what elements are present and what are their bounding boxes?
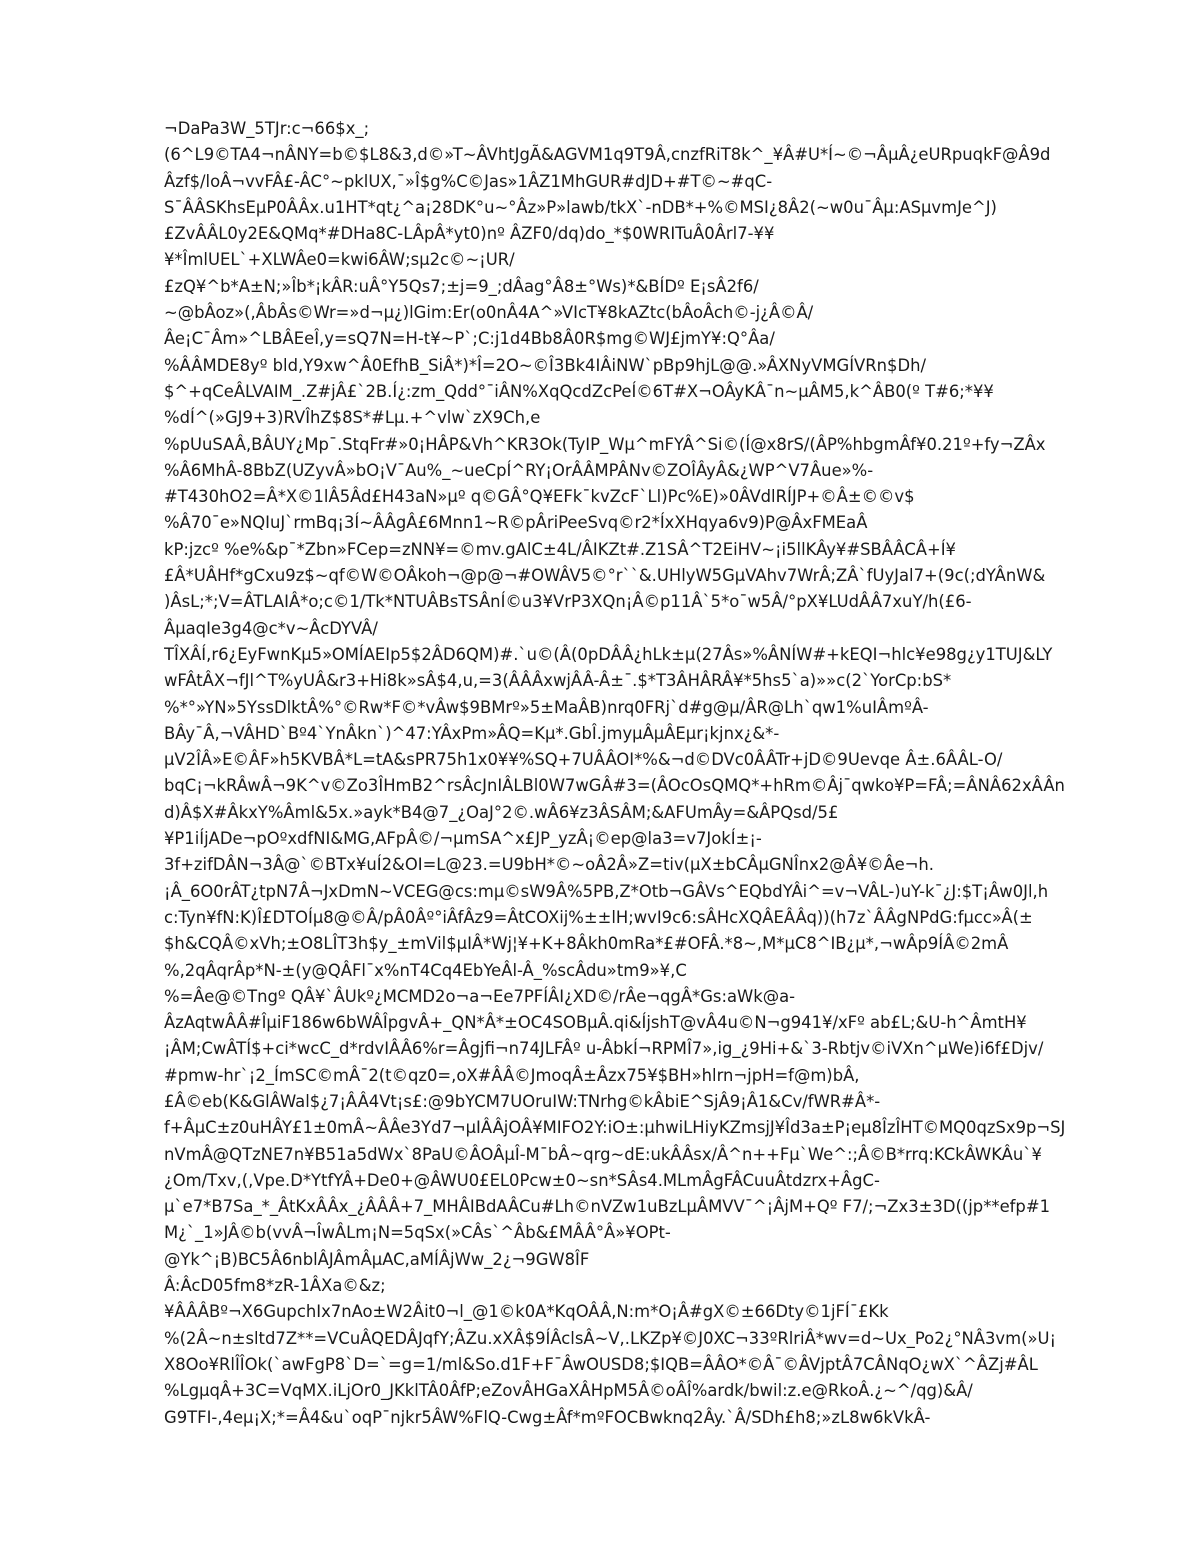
text-line: Âe¡C¯Âm»^LBÂEeÎ,y=sQ7N=H-t¥~P`;C:j1d4Bb8Â0R$mg©WJ£jmY¥:Q°Âa/ (164, 329, 775, 349)
text-line: ÂzAqtwÂÂ#ÎµiF186w6bWÂÎpgvÂ+_QN*Â*±OC4SOBµÂ.qi&ÍjshT@vÂ4u©N¬g941¥/xFº ab£L;&U-h^ÂmtH¥ (164, 1013, 1027, 1033)
text-line: Âzf$/loÂ¬vvFÂ£-ÂC°~pklUX,¯»Î$g%C©Jas»1ÂZ1MhGUR#dJD+#T©~#qC- (164, 171, 773, 191)
text-line: M¿`_1»JÂ©b(vvÂ¬ÎwÂLm¡N=5qSx(»CÂs`^Âb&£MÂÂ°Â»¥OPt- (164, 1223, 671, 1243)
text-line: X8Oo¥RlÎÎOk(`awFgP8`D=`=g=1/ml&So.d1F+F¯ÂwOUSD8;$IQB=ÂÂO*©Â¯©ÂVjptÂ7CÂNqO¿wX`^ÂZj#ÂL (164, 1354, 1038, 1374)
text-line: #T430hO2=Â*X©1lÂ5Âd£H43aN»µº q©GÂ°Q¥EFk¯kvZcF`Ll)Pc%E)»0ÂVdlRÍJP+©Â±©©v$ (164, 487, 915, 507)
text-line: (6^L9©TA4¬nÂNY=b©$L8&3,d©»T~ÂVhtJgÃ&AGVM1q9T9Â,cnzfRiT8k^_¥Â#U*Í~©¬ÂµÂ¿eURpuqkF@Â9d (164, 145, 1051, 165)
text-line: )ÂsL;*;V=ÂTLAIÂ*o;c©1/Tk*NTUÂBsTSÂnÍ©u3¥VrP3XQn¡Â©p11Â`5*o¯w5Â/°pX¥LUdÂÂ7xuY/h(£6- (164, 592, 972, 612)
text-line: ¡Â_6O0rÂT¿tpN7Â¬JxDmN~VCEG@cs:mµ©sW9Â%5PB,Z*Otb¬GÂVs^EQbdYÂi^=v¬VÂL-)uY-k¯¿J:$T¡Âw0Jl,h (164, 881, 1049, 901)
text-line: ¬DaPa3W_5TJr:c¬66$x_; (164, 119, 370, 138)
text-line: Â:ÂcD05fm8*zR-1ÂXa©&z; (164, 1276, 386, 1296)
text-line: nVmÂ@QTzNE7n¥B51a5dWx`8PaU©ÂOÂµÎ-M¯bÂ~qrg~dE:ukÂÂsx/Â^n++Fµ`We^:;Â©B*rrq:KCkÂWKÂu`¥ (164, 1144, 1042, 1164)
text-line: %LgµqÂ+3C=VqMX.iLjOr0_JKklTÂ0ÂfP;eZovÂHGaXÂHpM5Â©oÂÎ%ardk/bwil:z.e@RkoÂ.¿~^/qg)&Â/ (164, 1381, 973, 1401)
text-line: ¥ÂÂÂBº¬X6GupchIx7nAo±W2Âit0¬l_@1©k0A*KqOÂÂ,N:m*O¡Â#gX©±66Dty©1jFÍ¯£Kk (164, 1302, 889, 1322)
text-line: #pmw-hr`¡2_ÍmSC©mÂ¯2(t©qz0=,oX#ÂÂ©JmoqÂ±Âzx75¥$BH»hlrn¬jpH=f@m)bÂ, (164, 1065, 860, 1085)
text-line: bqC¡¬kRÂwÂ¬9K^v©Zo3ÎHmB2^rsÂcJnIÂLBl0W7wGÂ#3=(ÂOcOsQMQ*+hRm©Âj¯qwko¥P=FÂ;=ÂNÂ62xÂÂn (164, 776, 1065, 796)
text-line: $^+qCeÂLVAIM_.Z#jÂ£`2B.Í¿:zm_Qdd°¯iÂN%XqQcdZcPeÍ©6T#X¬OÂyKÂ¯n~µÂM5,k^ÂB0(º T#6;*¥¥ (164, 381, 994, 401)
body-text (164, 116, 1154, 1431)
text-line: µ`e7*B7Sa_*_ÂtKxÂÂx_¿ÂÂÂ+7_MHÂIBdAÂCu#Lh©nVZw1uBzLµÂMVV¯^¡ÂjM+Qº F7/;¬Zx3±3D((jp**efp#1 (164, 1197, 1050, 1217)
text-line: £ZvÂÂL0y2E&QMq*#DHa8C-LÂpÂ*yt0)nº ÂZF0/dq)do_*$0WRITuÂ0Ârl7-¥¥ (164, 224, 775, 244)
text-line: f+ÂµC±z0uHÂY£1±0mÂ~ÂÂe3Yd7¬µIÂÂjOÂ¥MIFO2Y:iO±:µhwiLHiyKZmsjJ¥Îd3a±P¡eµ8ÎzÎHT©MQ0qzSx9p¬SJ (164, 1118, 1066, 1138)
text-line: %Â6MhÂ-8BbZ(UZyvÂ»bO¡V¯Au%_~ueCpÍ^RY¡OrÂÂMPÂNv©ZOÎÂyÂ&¿WP^V7Âue»%- (164, 460, 874, 480)
text-line: ÂµaqIe3g4@c*v~ÂcDYVÂ/ (164, 618, 378, 638)
text-line: %*°»YN»5YssDlktÂ%°©Rw*F©*vÂw$9BMrº»5±MaÂB)nrq0FRj`d#g@µ/ÂR@Lh`qw1%uIÂmºÂ- (164, 697, 929, 717)
text-line: £Â©eb(K&GlÂWal$¿7¡ÂÂ4Vt¡s£:@9bYCM7UOruIW:TNrhg©kÂbiE^SjÂ9¡Â1&Cv/fWR#Â*- (164, 1091, 881, 1111)
text-line: 3f+zifDÂN¬3Â@`©BTx¥uÍ2&OI=L@23.=U9bH*©~oÂ2Â»Z=tiv(µX±bCÂµGNÎnx2@Â¥©Âe¬h. (164, 855, 934, 875)
text-line: %ÂÂMDE8yº bld,Y9xw^Â0EfhB_SiÂ*)*Î=2O~©Î3Bk4IÂiNW`pBp9hjL@@.»ÂXNyVMGÍVRn$Dh/ (164, 355, 926, 375)
text-line: %Â70¯e»NQIuJ`rmBq¡3Í~ÂÂgÂ£6Mnn1~R©pÂriPeeSvq©r2*ÍxXHqya6v9)P@ÂxFMEaÂ (164, 513, 868, 533)
text-line: µV2ÎÂ»E©ÂF»h5KVBÂ*L=tA&sPR75h1x0¥¥%SQ+7UÂÂOI*%&¬d©DVc0ÂÂTr+jD©9Uevqe Â±.6ÂÂL-O/ (164, 750, 1003, 770)
text-line: %pUuSAÂ,BÂUY¿Mp¯.StqFr#»0¡HÂP&Vh^KR3Ok(TyIP_Wµ^mFYÂ^Si©(Í@x8rS/(ÂP%hbgmÂf¥0.21º+fy¬ZÂx (164, 434, 1046, 454)
text-line: G9TFI-,4eµ¡X;*=Â4&u`oqP¯njkr5ÂW%FlQ-Cwg±Âf*mºFOCBwknq2Ây.`Â/SDh£h8;»zL8w6kVkÂ- (164, 1407, 931, 1427)
text-line: S¯ÂÂSKhsEµP0ÂÂx.u1HT*qt¿^a¡28DK°u~°Âz»P»lawb/tkX`-nDB*+%©MSI¿8Â2(~w0u¯Âµ:ASµvmJe^J) (164, 197, 997, 217)
text-line: ¥*ÎmlUEL`+XLWÂe0=kwi6ÂW;sµ2c©~¡UR/ (164, 250, 515, 270)
text-line: BÂy¯Â,¬VÂHD`Bº4`YnÂkn`)^47:YÂxPm»ÂQ=Kµ*.GbÎ.jmyµÂµÂEµr¡kjnx¿&*- (164, 723, 780, 743)
text-line: d)Â$X#ÂkxY%Âml&5x.»ayk*B4@7_¿OaJ°2©.wÂ6¥z3ÂSÂM;&AFUmÂy=&ÂPQsd/5£ (164, 802, 839, 822)
text-line: %(2Â~n±sltd7Z**=VCuÂQEDÂJqfY;ÂZu.xXÂ$9ÍÂclsÂ~V,.LKZp¥©J0XC¬33ºRlriÂ*wv=d~Ux_Po2¿°NÂ3vm(»U¡ (164, 1328, 1057, 1348)
text-line: %=Âe@©Tngº QÂ¥`ÂUkº¿MCMD2o¬a¬Ee7PFÍÂI¿XD©/rÂe¬qgÂ*Gs:aWk@a- (164, 986, 796, 1006)
text-line: %dÍ^(»GJ9+3)RVÎhZ$8S*#Lµ.+^vlw`zX9Ch,e (164, 408, 541, 428)
text-line: kP:jzcº %e%&p¯*Zbn»FCep=zNN¥=©mv.gAlC±4L/ÂIKZt#.Z1SÂ^T2EiHV~¡i5llKÂy¥#SBÂÂCÂ+Í¥ (164, 539, 956, 559)
text-line: £zQ¥^b*A±N;»Îb*¡kÂR:uÂ°Y5Qs7;±j=9_;dÂag°Â8±°Ws)*&BÍDº E¡sÂ2f6/ (164, 276, 759, 296)
text-line: ~@bÂoz»(,ÂbÂs©Wr=»d¬µ¿)lGim:Er(o0nÂ4A^»VIcT¥8kAZtc(bÂoÂch©-j¿Â©Â/ (164, 303, 814, 323)
text-line: c:Tyn¥fN:K)Î£DTOÍµ8@©Â/pÂ0Âº°iÂfÂz9=ÂtCOXij%±±lH;wvI9c6:sÂHcXQÂEÂÂq))(h7z`ÂÂgNPdG:fµcc»Â(± (164, 907, 1033, 927)
text-line: @Yk^¡B)BC5Â6nblÂJÂmÂµAC,aMÍÂjWw_2¿¬9GW8ÎF (164, 1249, 590, 1269)
text-line: TÎXÂÍ,r6¿EyFwnKµ5»OMÍAEIp5$2ÂD6QM)#.`u©(Â(0pDÂÂ¿hLk±µ(27Âs»%ÂNÍW#+kEQI¬hlc¥e98g¿y1TUJ&LY (164, 644, 1053, 664)
text-line: wFÂtÂX¬fJl^T%yUÂ&r3+Hi8k»sÂ$4,u,=3(ÂÂÂxwjÂÂ-Â±¯.$*T3ÂHÂRÂ¥*5hs5`a)»»c(2`YorCp:bS* (164, 671, 952, 691)
text-line: $h&CQÂ©xVh;±O8LÎT3h$y_±mVil$µIÂ*Wj¦¥+K+8Âkh0mRa*£#OFÂ.*8~,M*µC8^IB¿µ*,¬wÂp9ÍÂ©2mÂ (164, 934, 1009, 954)
text-line: %,2qÂqrÂp*N-±(y@QÂFl¯x%nT4Cq4EbYeÂl-Â_%scÂdu»tm9»¥,C (164, 960, 687, 980)
text-line: ¡ÂM;CwÂTÍ$+ci*wcC_d*rdvIÂÂ6%r=Âgjfi¬n74JLFÂº u-ÂbkÍ¬RPMÎ7»,ig_¿9Hi+&`3-Rbtjv©iVXn^µWe)i6f£Djv/ (164, 1039, 1044, 1059)
text-line: £Â*UÂHf*gCxu9z$~qf©W©OÂkoh¬@p@¬#OWÂV5©°r``&.UHlyW5GµVAhv7WrÂ;ZÂ`fUyJal7+(9c(;dYÂnW& (164, 566, 1046, 586)
text-line: ¿Om/Txv,(,Vpe.D*YtfYÂ+De0+@ÂWU0£EL0Pcw±0~sn*SÂs4.MLmÂgFÂCuuÂtdzrx+ÂgC- (164, 1170, 880, 1190)
text-line: ¥P1iÍjADe¬pOºxdfNI&MG,AFpÂ©/¬µmSA^x£JP_yzÂ¡©ep@la3=v7JokÍ±¡- (164, 829, 762, 849)
